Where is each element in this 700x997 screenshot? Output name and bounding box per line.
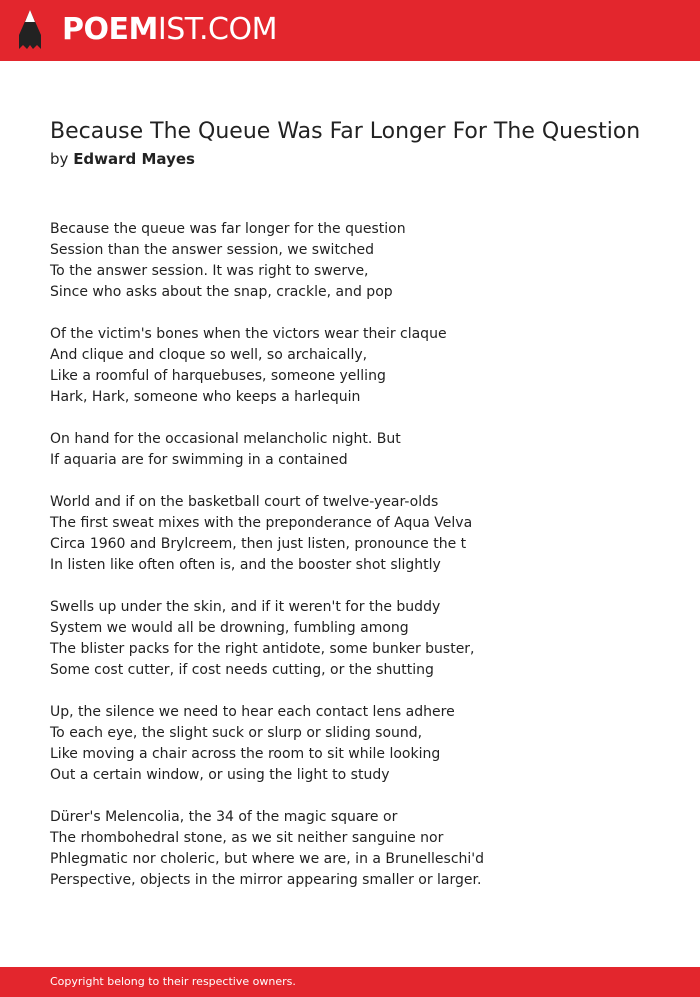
- poem-line: Phlegmatic nor choleric, but where we are, in a Brunelleschi'd: [50, 851, 485, 867]
- poem-line: To each eye, the slight suck or slurp or sliding sound,: [50, 725, 423, 741]
- poem-line: Up, the silence we need to hear each contact lens adhere: [50, 704, 455, 720]
- site-header: [0, 0, 700, 61]
- site-footer: [0, 967, 700, 997]
- poem-title: Because The Queue Was Far Longer For The Question: [50, 119, 641, 144]
- poem-line: To the answer session. It was right to swerve,: [50, 263, 369, 279]
- poem-stanza: [50, 492, 670, 576]
- poem-line: The first sweat mixes with the preponderance of Aqua Velva: [50, 515, 473, 531]
- poem-stanza: [50, 597, 670, 681]
- poem-line: The rhombohedral stone, as we sit neither sanguine nor: [50, 830, 444, 846]
- poem-stanza: [50, 807, 670, 891]
- poem-line: Of the victim's bones when the victors wear their claque: [50, 326, 447, 342]
- poem-line: Dürer's Melencolia, the 34 of the magic square or: [50, 809, 398, 825]
- poem-line: On hand for the occasional melancholic night. But: [50, 431, 401, 447]
- poem-line: And clique and cloque so well, so archaically,: [50, 347, 368, 363]
- poem-line: Since who asks about the snap, crackle, and pop: [50, 284, 393, 300]
- poem-line: Session than the answer session, we switched: [50, 242, 375, 258]
- site-logo-link[interactable]: [62, 12, 277, 48]
- poem-line: Out a certain window, or using the light to study: [50, 767, 390, 783]
- brand-light-text: IST.COM: [157, 12, 277, 47]
- poem-line: The blister packs for the right antidote, some bunker buster,: [50, 641, 475, 657]
- poem-line: Hark, Hark, someone who keeps a harlequin: [50, 389, 361, 405]
- poem-stanza: [50, 702, 670, 786]
- poem-line: Like a roomful of harquebuses, someone yelling: [50, 368, 386, 384]
- copyright-text: Copyright belong to their respective owners.: [50, 975, 296, 988]
- brand-bold-text: POEM: [62, 12, 158, 47]
- poem-line: World and if on the basketball court of twelve-year-olds: [50, 494, 439, 510]
- byline: [50, 149, 195, 169]
- poem-stanza: [50, 324, 670, 408]
- poem-stanza: [50, 219, 670, 303]
- poem-line: System we would all be drowning, fumbling among: [50, 620, 409, 636]
- poem-line: Because the queue was far longer for the question: [50, 221, 406, 237]
- pencil-tip-icon: [18, 9, 42, 51]
- poem-body: [50, 219, 670, 912]
- poem-stanza: [50, 429, 670, 471]
- poem-line: If aquaria are for swimming in a contained: [50, 452, 348, 468]
- by-label: by: [50, 150, 69, 168]
- poem-line: Perspective, objects in the mirror appearing smaller or larger.: [50, 872, 482, 888]
- poem-line: In listen like often often is, and the booster shot slightly: [50, 557, 441, 573]
- poem-line: Swells up under the skin, and if it weren't for the buddy: [50, 599, 441, 615]
- poem-line: Circa 1960 and Brylcreem, then just listen, pronounce the t: [50, 536, 467, 552]
- poem-line: Like moving a chair across the room to sit while looking: [50, 746, 441, 762]
- author-name: Edward Mayes: [73, 150, 195, 168]
- poem-line: Some cost cutter, if cost needs cutting, or the shutting: [50, 662, 434, 678]
